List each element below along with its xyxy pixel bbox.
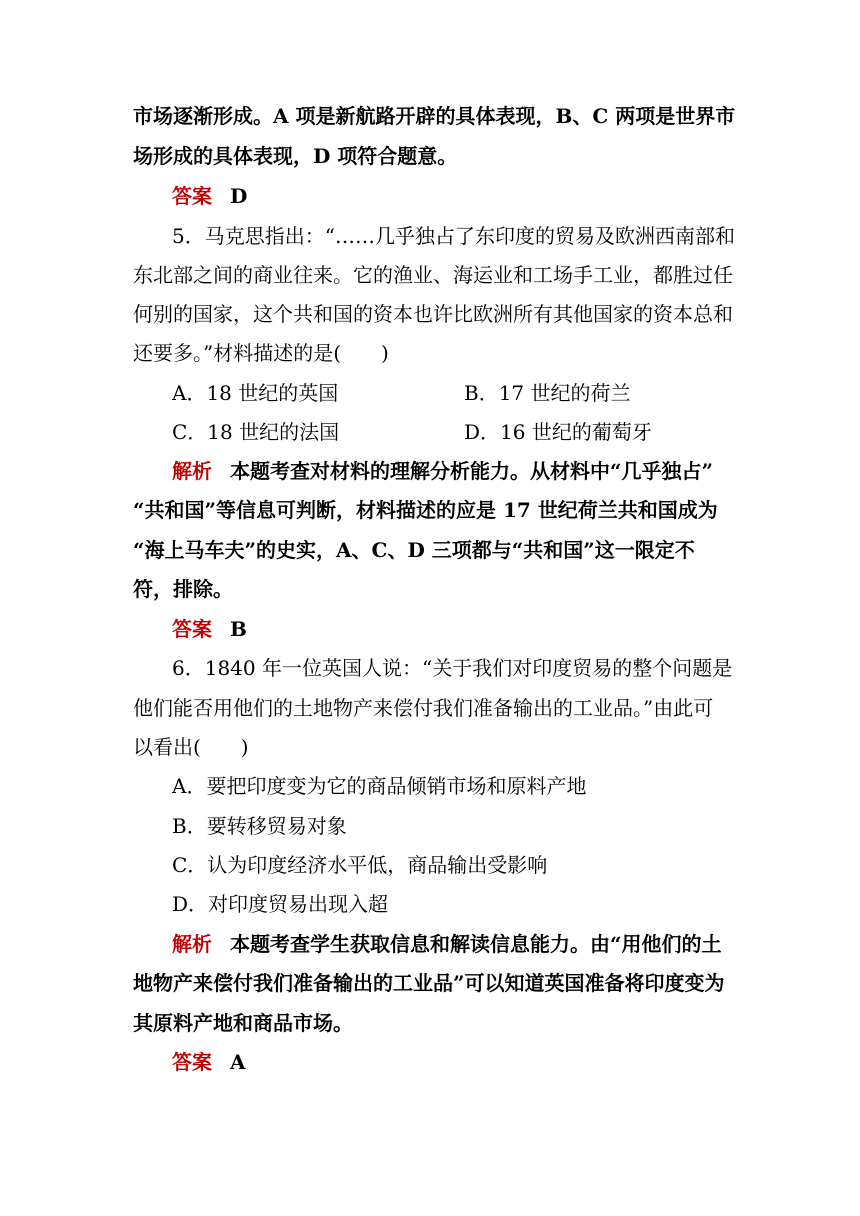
answer-value: A bbox=[230, 1050, 246, 1074]
q6-stem-line-2: 他们能否用他们的土地物产来偿付我们准备输出的工业品。”由此可 bbox=[133, 696, 714, 720]
q6-analysis-line-1 bbox=[172, 931, 722, 957]
q5-stem-line-3: 何别的国家，这个共和国的资本也许比欧洲所有其他国家的资本总和 bbox=[133, 302, 733, 326]
prev-explanation-line-2: 场形成的具体表现，D 项符合题意。 bbox=[133, 144, 458, 168]
q5-option-c: C．18 世纪的法国 bbox=[172, 420, 340, 444]
q5-option-b: B．17 世纪的荷兰 bbox=[464, 381, 631, 405]
q5-analysis-line-3: “海上马车夫”的史实，A、C、D 三项都与“共和国”这一限定不 bbox=[133, 538, 695, 562]
q6-option-a: A．要把印度变为它的商品倾销市场和原料产地 bbox=[172, 774, 587, 798]
q5-stem-line-2: 东北部之间的商业往来。它的渔业、海运业和工场手工业，都胜过任 bbox=[133, 263, 733, 287]
prev-answer-row bbox=[172, 183, 247, 209]
q6-option-c: C．认为印度经济水平低，商品输出受影响 bbox=[172, 853, 548, 877]
q6-option-b: B．要转移贸易对象 bbox=[172, 814, 347, 838]
prev-explanation-line-1: 市场逐渐形成。A 项是新航路开辟的具体表现，B、C 两项是世界市 bbox=[133, 104, 736, 128]
q5-analysis-line-4: 符，排除。 bbox=[133, 577, 233, 601]
answer-value: D bbox=[230, 184, 248, 208]
answer-label: 答案 bbox=[172, 1050, 212, 1074]
q6-analysis-line-2: 地物产来偿付我们准备输出的工业品”可以知道英国准备将印度变为 bbox=[133, 971, 725, 995]
q6-option-d: D．对印度贸易出现入超 bbox=[172, 892, 389, 916]
q6-analysis-line-3: 其原料产地和商品市场。 bbox=[133, 1011, 353, 1035]
analysis-text: 本题考查学生获取信息和解读信息能力。由“用他们的土 bbox=[230, 932, 722, 956]
q5-answer-row bbox=[172, 616, 247, 642]
q5-analysis-line-1 bbox=[172, 458, 713, 484]
analysis-label: 解析 bbox=[172, 459, 212, 483]
q6-answer-row bbox=[172, 1049, 246, 1075]
q5-stem-line-4: 还要多。”材料描述的是( ) bbox=[133, 341, 389, 365]
answer-label: 答案 bbox=[172, 617, 212, 641]
q5-stem-line-1: 5．马克思指出：“……几乎独占了东印度的贸易及欧洲西南部和 bbox=[172, 224, 735, 248]
q5-option-d: D．16 世纪的葡萄牙 bbox=[464, 420, 652, 444]
q5-option-a: A．18 世纪的英国 bbox=[172, 381, 339, 405]
q6-stem-line-1: 6．1840 年一位英国人说：“关于我们对印度贸易的整个问题是 bbox=[172, 656, 733, 680]
q5-analysis-line-2: “共和国”等信息可判断，材料描述的应是 17 世纪荷兰共和国成为 bbox=[133, 498, 718, 522]
answer-value: B bbox=[230, 617, 247, 641]
q6-stem-line-3: 以看出( ) bbox=[133, 735, 249, 759]
analysis-text: 本题考查对材料的理解分析能力。从材料中“几乎独占” bbox=[230, 459, 714, 483]
analysis-label: 解析 bbox=[172, 932, 212, 956]
answer-label: 答案 bbox=[172, 184, 212, 208]
